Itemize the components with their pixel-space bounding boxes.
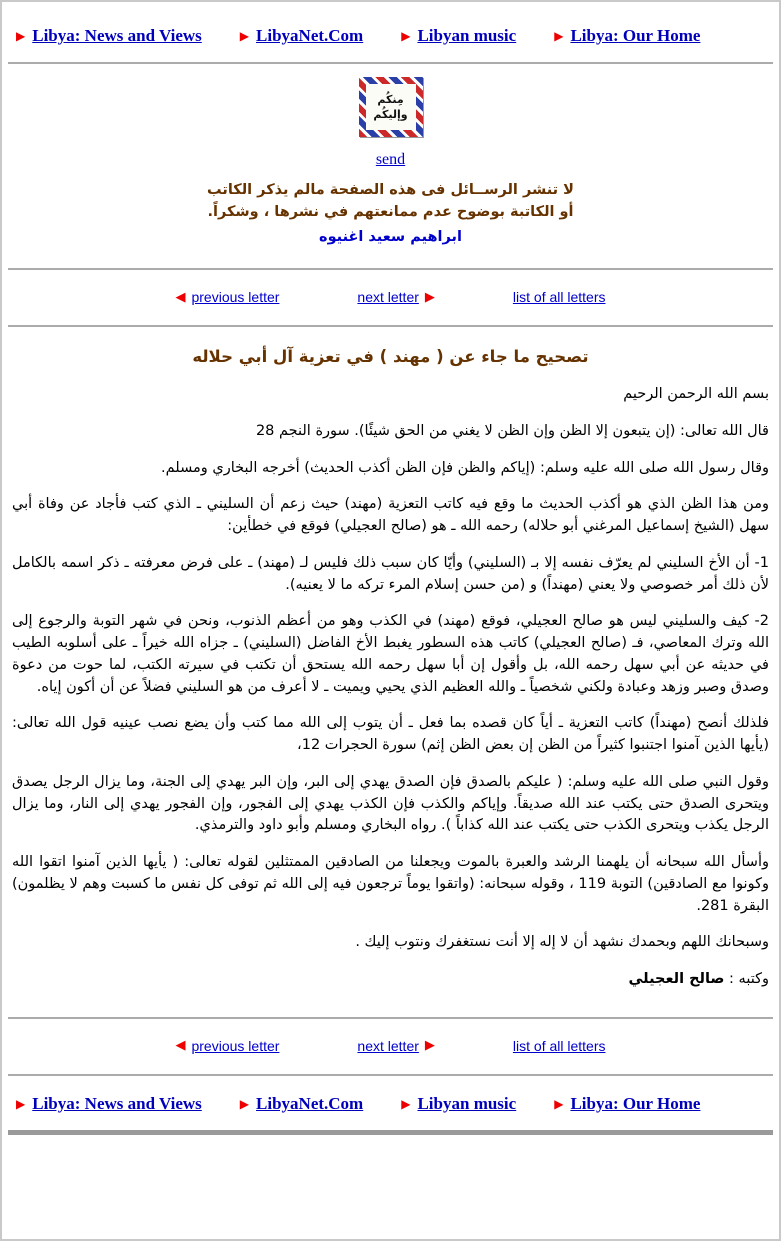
send-row	[2, 151, 779, 169]
envelope-text	[366, 84, 416, 130]
notice-line1: لا تنشر الرســائل فى هذه الصفحة مالم يذكر الكاتب	[207, 182, 574, 198]
closing-line: وسبحانك اللهم وبحمدك نشهد أن لا إله إلا أنت نستغفرك ونتوب إليك .	[355, 934, 769, 951]
letter-paragraph: وأسأل الله سبحانه أن يلهمنا الرشد والعبرة بالموت ويجعلنا من الصادقين الممتثلين لقوله تعالى: ( يأيها الذين آمنوا اتقوا الله وكونوا مع الصادقين) التوبة 119 ، وقوله سبحانه: (واتقوا يوماً ترجعون فيه إلى الله ثم توفى كل نفس ما كسبت وهم لا يظلمون) البقرة 281.	[12, 854, 769, 914]
bottom-site-nav	[2, 1094, 779, 1114]
right-triangle-icon: ▶	[16, 1096, 26, 1111]
letter-nav-top	[2, 270, 779, 325]
list-of-all-letters-link[interactable]: list of all letters	[512, 1037, 606, 1054]
link-libyan-music[interactable]: Libyan music	[417, 1093, 517, 1113]
next-letter-item	[357, 1038, 434, 1054]
link-libyanet-com[interactable]: LibyaNet.Com	[256, 26, 364, 45]
airmail-envelope-image	[359, 77, 423, 137]
right-triangle-icon: ▶	[401, 1096, 411, 1111]
letter-title: تصحيح ما جاء عن ( مهند ) في تعزية آل أبي حلاله	[192, 347, 589, 367]
nav-item-our-home	[554, 26, 700, 46]
link-libya-news-and-views[interactable]: Libya: News and Views	[32, 26, 202, 45]
right-triangle-icon: ▶	[239, 29, 250, 43]
previous-letter-link[interactable]: previous letter	[191, 289, 280, 306]
next-letter-link[interactable]: next letter	[357, 1037, 419, 1054]
letter-body	[2, 345, 779, 991]
notice-line2: أو الكاتبة بوضوح عدم ممانعتهم في نشرها ، وشكراً.	[207, 204, 574, 221]
moderator-name: ابراهيم سعيد اغنيوه	[319, 228, 462, 245]
next-letter-link[interactable]: next letter	[357, 289, 419, 306]
posting-notice	[42, 179, 739, 248]
right-triangle-icon: ▶	[554, 29, 564, 43]
letter-nav-bottom	[2, 1019, 779, 1074]
link-libya-our-home[interactable]: Libya: Our Home	[570, 26, 701, 45]
letter-paragraph: وقول النبي صلى الله عليه وسلم: ( عليكم بالصدق فإن الصدق يهدي إلى البر، وإن البر يهدي إلى الجنة، وما يزال الرجل يصدق ويتحرى الصدق حتى يكتب عند الله صديقاً. وإياكم والكذب فإن الكذب يهدي إلى الفجور، وإن الفجور يهدي إلى النار، وما يزال الرجل يكذب ويتحرى الكذب حتى يكتب عند الله كذاباً ). رواه البخاري ومسلم وأبو داود والترمذي.	[12, 773, 769, 834]
previous-letter-item	[175, 289, 279, 305]
nav-item-news-and-views	[16, 1094, 202, 1114]
left-triangle-icon: ◀	[175, 1038, 186, 1054]
envelope-section	[2, 77, 779, 137]
letter-paragraph: وقال رسول الله صلى الله عليه وسلم: (إياكم والظن فإن الظن أكذب الحديث) أخرجه البخاري ومسلم.	[161, 459, 769, 476]
link-libyanet-com[interactable]: LibyaNet.Com	[256, 1093, 364, 1113]
link-libya-our-home[interactable]: Libya: Our Home	[570, 1093, 701, 1113]
right-triangle-icon: ▶	[554, 1096, 564, 1111]
basmala: بسم الله الرحمن الرحيم	[623, 386, 769, 403]
letter-paragraph: فلذلك أنصح (مهنداً) كاتب التعزية ـ أياً كان قصده بما فعل ـ أن يتوب إلى الله مما كتب وأن يضع نصب عينيه قول الله تعالى: (يأيها الذين آمنوا اجتنبوا كثيراً من الظن إن بعض الظن إثم) سورة الحجرات 12،	[12, 715, 769, 754]
nav-item-libyanet	[240, 26, 363, 46]
divider	[8, 62, 773, 64]
next-letter-item	[357, 289, 434, 305]
envelope-line1: مِنكُم	[377, 92, 404, 106]
envelope-line2: وإليكُم	[373, 108, 408, 121]
written-by-line	[12, 969, 769, 991]
nav-item-libyan-music	[401, 1094, 516, 1114]
divider	[8, 1074, 773, 1076]
top-site-nav	[2, 26, 779, 46]
letter-paragraph: 1- أن الأخ السليني لم يعرّف نفسه إلا بـ (السليني) وأيّا كان سبب ذلك فليس لـ (مهند) ـ على فرض معرفته ـ ذكر اسمه بالكامل لأن ذلك أمر خصوصي ولا يعني (مهنداً) و (من حسن إسلام المرء تركه ما لا يعنيه).	[12, 554, 769, 593]
letter-paragraph: 2- كيف والسليني ليس هو صالح العجيلي، فوقع (مهند) في الكذب وهو من أعظم الذنوب، ونحن في شهر التوبة والرجوع إلى الله وترك المعاصي، فـ (صالح العجيلي) كاتب هذه السطور يغبط الأخ الفاضل (السليني) ـ جزاه الله خيراً ـ على أسلوبه الطيب في حديثه عن أبي سهل رحمه الله، بل وأقول إن أبا سهل رحمه الله يستحق أن تكتب في سيرته الكتب، لما حوت من دعوة وصدق وصبر وزهد وعبادة ولكني شخصياً ـ والله العظيم الذي يحيي ويميت ـ لا أعرف من هو السليني فضلاً عن أن أكون إياه.	[12, 613, 769, 695]
letter-paragraph: ومن هذا الظن الذي هو أكذب الحديث ما وقع فيه كاتب التعزية (مهند) حيث زعم أن السليني ـ الذي كتب فأجاد عن وفاة أبي سهل (الشيخ إسماعيل المرغني أبو حلاله) رحمه الله ـ هو (صالح العجيلي) فوقع في خطأين:	[12, 496, 769, 535]
link-libyan-music[interactable]: Libyan music	[417, 26, 517, 45]
nav-item-libyanet	[240, 1094, 363, 1114]
author-name: صالح العجيلي	[628, 971, 725, 988]
nav-item-news-and-views	[16, 26, 202, 46]
divider	[8, 325, 773, 327]
nav-item-libyan-music	[401, 26, 516, 46]
right-triangle-icon: ▶	[16, 29, 26, 43]
right-triangle-icon: ▶	[239, 1096, 250, 1111]
previous-letter-item	[175, 1038, 279, 1054]
list-of-all-letters-link[interactable]: list of all letters	[512, 289, 606, 306]
nav-item-our-home	[554, 1094, 700, 1114]
left-triangle-icon: ◀	[175, 289, 186, 305]
link-libya-news-and-views[interactable]: Libya: News and Views	[32, 1093, 202, 1113]
written-by-prefix: وكتبه :	[724, 971, 769, 988]
previous-letter-link[interactable]: previous letter	[191, 1037, 280, 1054]
send-link[interactable]: send	[375, 151, 406, 168]
letter-paragraph: قال الله تعالى: (إن يتبعون إلا الظن وإن الظن لا يغني من الحق شيئًا). سورة النجم 28	[255, 422, 769, 439]
right-triangle-icon: ▶	[424, 289, 435, 305]
right-triangle-icon: ▶	[401, 29, 411, 43]
bottom-thick-divider	[8, 1130, 773, 1135]
right-triangle-icon: ▶	[424, 1038, 435, 1054]
